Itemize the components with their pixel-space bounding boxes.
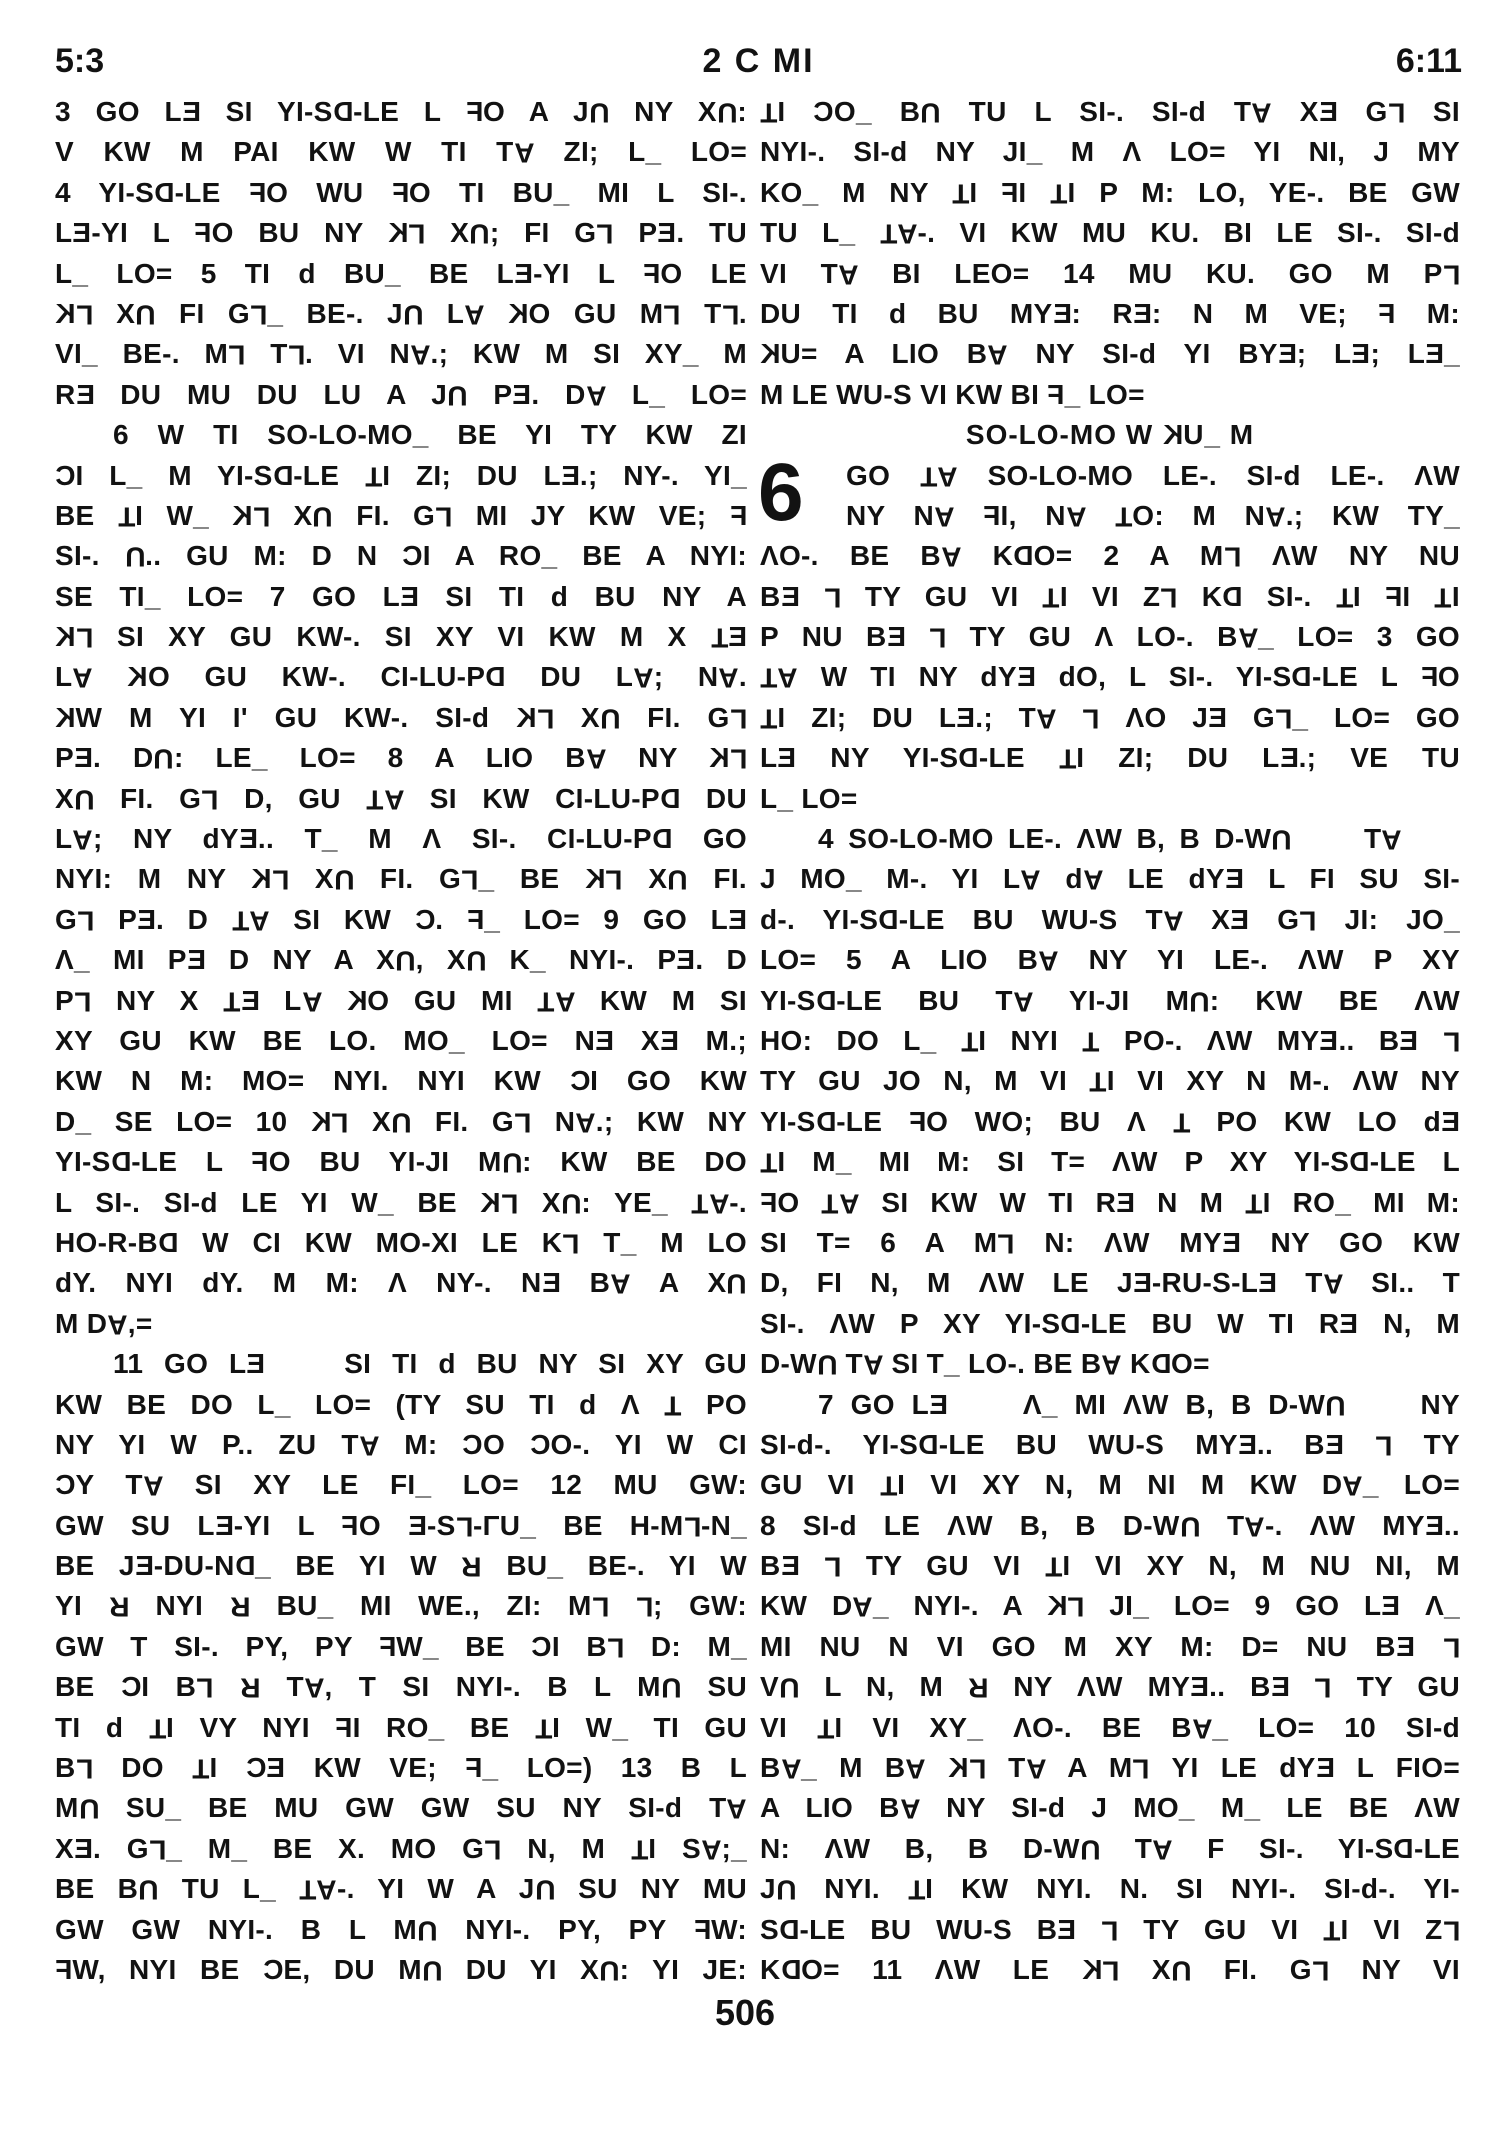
text-line: 7 GO LE Λ_ MI ΛW B, B D-WU NY xyxy=(818,1388,1460,1421)
text-column-right-lines xyxy=(760,92,1460,1990)
text-line: TI CO_ BU TU L SI-. SI-d TA XE GL SI xyxy=(760,96,1460,129)
text-line: LA; NY dYE.. T_ M Λ SI-. CI-LU-PD GO xyxy=(55,823,747,856)
text-line: YI-SD-LE L FO BU YI-JI MU: KW BE DO xyxy=(55,1146,747,1179)
text-line: KW N M: MO= NYI. NYI KW CI GO KW xyxy=(55,1065,747,1097)
text-line: KW M YI I' GU KW-. SI-d KL XU FI. GL xyxy=(55,701,747,735)
text-line: XY GU KW BE LO. MO_ LO= NE XE M.; xyxy=(55,1024,747,1056)
chapter-dropcap-numeral: 6 xyxy=(758,447,804,538)
text-line: 4 YI-SD-LE FO WU FO TI BU_ MI L SI-. xyxy=(55,176,747,208)
text-line: TI d TI VY NYI FI RO_ BE TI W_ TI GU xyxy=(55,1711,747,1745)
text-line: 4 SO-LO-MO LE-. ΛW B, B D-WU TA xyxy=(818,823,1402,856)
text-line: KO_ M NY TI FI TI P M: LO, YE-. BE GW xyxy=(760,176,1460,210)
text-line: 3 GO LE SI YI-SD-LE L FO A JU NY XU: xyxy=(55,96,747,129)
text-line: BE JE-DU-ND_ BE YI W R BU_ BE-. YI W xyxy=(55,1550,747,1583)
text-line: V KW M PAI KW W TI TA ZI; L_ LO= xyxy=(55,136,747,169)
text-line: MI NU N VI GO M XY M: D= NU BE L xyxy=(760,1630,1460,1664)
text-line: KL SI XY GU KW-. SI XY VI KW M X TE xyxy=(55,621,747,654)
text-line: VI TA BI LEO= 14 MU KU. GO M PL xyxy=(760,257,1460,290)
text-line: KU= A LIO BA NY SI-d YI BYE; LE; LE_ xyxy=(760,338,1460,371)
text-line: M LE WU-S VI KW BI F_ LO= xyxy=(760,378,1145,410)
text-line: GL PE. D TA SI KW C. F_ LO= 9 GO LE xyxy=(55,903,747,937)
text-line: GU VI TI VI XY N, M NI M KW DA_ LO= xyxy=(760,1469,1460,1502)
text-line: KL XU FI GL_ BE-. JU LA KO GU ML TL. xyxy=(55,297,747,331)
text-line: YI-SD-LE BU TA YI-JI MU: KW BE ΛW xyxy=(760,984,1460,1017)
text-line: LE NY YI-SD-LE TI ZI; DU LE.; VE TU xyxy=(760,742,1460,775)
text-line: BL DO TI CE KW VE; F_ LO=) 13 B L xyxy=(55,1752,747,1785)
text-line: P NU BE L TY GU Λ LO-. BA_ LO= 3 GO xyxy=(760,621,1460,654)
text-line: XE. GL_ M_ BE X. MO GL N, M TI SA;_ xyxy=(55,1832,747,1866)
text-line: 11 GO LE SI TI d BU NY SI XY GU xyxy=(113,1348,747,1380)
text-line: HO: DO L_ TI NYI T PO-. ΛW MYE.. BE L xyxy=(760,1024,1460,1058)
text-line: D-WU TA SI T_ LO-. BE BA KDO= xyxy=(760,1348,1210,1381)
text-line: SI-. U.. GU M: D N CI A RO_ BE A NYI: xyxy=(55,540,747,573)
text-line: L_ LO= xyxy=(760,782,858,814)
text-line: D_ SE LO= 10 KL XU FI. GL NA.; KW NY xyxy=(55,1105,747,1139)
text-line: XU FI. GL D, GU TA SI KW CI-LU-PD DU xyxy=(55,782,747,816)
text-line: PE. DU: LE_ LO= 8 A LIO BA NY KL xyxy=(55,742,747,775)
text-line: LA KO GU KW-. CI-LU-PD DU LA; NA. xyxy=(55,661,747,694)
text-line: PL NY X TE LA KO GU MI TA KW M SI xyxy=(55,984,747,1017)
text-line: VI TI VI XY_ ΛO-. BE BA_ LO= 10 SI-d xyxy=(760,1711,1460,1745)
page-header xyxy=(55,42,1462,82)
text-line: NYI: M NY KL XU FI. GL_ BE KL XU FI. xyxy=(55,863,747,896)
text-line: VU L N, M R NY ΛW MYE.. BE L TY GU xyxy=(760,1671,1460,1704)
text-line: CY TA SI XY LE FI_ LO= 12 MU GW: xyxy=(55,1469,747,1502)
text-line: HO-R-BD W CI KW MO-XI LE KL T_ M LO xyxy=(55,1226,747,1260)
text-line: NYI-. SI-d NY JI_ M Λ LO= YI NI, J MY xyxy=(760,136,1460,168)
text-line: TI M_ MI M: SI T= ΛW P XY YI-SD-LE L xyxy=(760,1146,1460,1179)
text-line: MU SU_ BE MU GW GW SU NY SI-d TA xyxy=(55,1792,747,1825)
text-line: FW, NYI BE CE, DU MU DU YI XU: YI JE: xyxy=(55,1953,747,1987)
text-line: L_ LO= 5 TI d BU_ BE LE-YI L FO LE xyxy=(55,257,747,289)
text-line: d-. YI-SD-LE BU WU-S TA XE GL JI: JO_ xyxy=(760,903,1460,937)
text-line: J MO_ M-. YI LA dA LE dYE L FI SU SI- xyxy=(760,863,1460,896)
text-column-left xyxy=(55,92,747,1990)
text-line: BE BU TU L_ TA-. YI W A JU SU NY MU xyxy=(55,1873,747,1906)
text-line: SI-d-. YI-SD-LE BU WU-S MYE.. BE L TY xyxy=(760,1428,1460,1462)
text-line: SE TI_ LO= 7 GO LE SI TI d BU NY A xyxy=(55,580,747,612)
text-line: LO= 5 A LIO BA NY YI LE-. ΛW P XY xyxy=(760,944,1460,977)
text-line: N: ΛW B, B D-WU TA F SI-. YI-SD-LE xyxy=(760,1832,1460,1866)
text-line: TA W TI NY dYE dO, L SI-. YI-SD-LE L FO xyxy=(760,661,1460,694)
text-line: YI-SD-LE FO WO; BU Λ T PO KW LO dE xyxy=(760,1105,1460,1139)
text-line: NY NA FI, NA TO: M NA.; KW TY_ xyxy=(846,499,1460,533)
text-line: TU L_ TA-. VI KW MU KU. BI LE SI-. SI-d xyxy=(760,217,1460,250)
text-line: M DA,= xyxy=(55,1307,153,1341)
text-line: DU TI d BU MYE: RE: N M VE; F M: xyxy=(760,297,1460,329)
text-line: 8 SI-d LE ΛW B, B D-WU TA-. ΛW MYE.. xyxy=(760,1509,1460,1543)
text-line: KDO= 11 ΛW LE KL XU FI. GL NY VI xyxy=(760,1953,1460,1987)
text-line: ΛO-. BE BA KDO= 2 A ML ΛW NY NU xyxy=(760,540,1460,573)
text-line: BA_ M BA KL TA A ML YI LE dYE L FIO= xyxy=(760,1752,1460,1785)
text-line: dY. NYI dY. M M: Λ NY-. NE BA A XU xyxy=(55,1267,747,1300)
page-title: 2 C MI xyxy=(702,42,815,80)
text-line: GW T SI-. PY, PY FW_ BE CI BL D: M_ xyxy=(55,1630,747,1664)
text-line: LE-YI L FO BU NY KL XU; FI GL PE. TU xyxy=(55,217,747,250)
text-line: NY YI W P.. ZU TA M: CO CO-. YI W CI xyxy=(55,1428,747,1462)
text-line: BE CI BL R TA, T SI NYI-. B L MU SU xyxy=(55,1671,747,1704)
text-line: TI ZI; DU LE.; TA L ΛO JE GL_ LO= GO xyxy=(760,701,1460,735)
text-line: SI T= 6 A ML N: ΛW MYE NY GO KW xyxy=(760,1226,1460,1260)
text-line: SD-LE BU WU-S BE L TY GU VI TI VI ZL xyxy=(760,1913,1460,1946)
text-line: GW SU LE-YI L FO E-SL-ΓU_ BE H-ML-N_ xyxy=(55,1509,747,1543)
text-line: BE L TY GU VI TI VI ZL KD SI-. TI FI TI xyxy=(760,580,1460,614)
text-line: A LIO BA NY SI-d J MO_ M_ LE BE ΛW xyxy=(760,1792,1460,1825)
text-line: RE DU MU DU LU A JU PE. DA L_ LO= xyxy=(55,378,747,412)
text-line: 6 W TI SO-LO-MO_ BE YI TY KW ZI xyxy=(113,419,747,451)
text-line: TY GU JO N, M VI TI VI XY N M-. ΛW NY xyxy=(760,1065,1460,1098)
text-line: FO TA SI KW W TI RE N M TI RO_ MI M: xyxy=(760,1186,1460,1219)
text-line: BE L TY GU VI TI VI XY N, M NU NI, M xyxy=(760,1550,1460,1583)
header-verse-ref-right: 6:11 xyxy=(1395,42,1462,80)
text-line: GW GW NYI-. B L MU NYI-. PY, PY FW: xyxy=(55,1913,747,1946)
page-number: 506 xyxy=(714,1992,776,2033)
text-line: KW BE DO L_ LO= (TY SU TI d Λ T PO xyxy=(55,1388,747,1421)
text-line: VI_ BE-. ML TL. VI NA.; KW M SI XY_ M xyxy=(55,338,747,371)
text-line: CI L_ M YI-SD-LE TI ZI; DU LE.; NY-. YI_ xyxy=(55,459,747,492)
text-line: Λ_ MI PE D NY A XU, XU K_ NYI-. PE. D xyxy=(55,944,747,977)
text-line: D, FI N, M ΛW LE JE-RU-S-LE TA SI.. T xyxy=(760,1267,1460,1300)
text-line: SO-LO-MO W KU_ M xyxy=(965,419,1255,451)
text-line: JU NYI. TI KW NYI. N. SI NYI-. SI-d-. YI- xyxy=(760,1873,1460,1906)
text-line: SI-. ΛW P XY YI-SD-LE BU W TI RE N, M xyxy=(760,1307,1460,1339)
text-line: GO TA SO-LO-MO LE-. SI-d LE-. ΛW xyxy=(846,459,1460,492)
text-line: KW DA_ NYI-. A KL JI_ LO= 9 GO LE Λ_ xyxy=(760,1590,1460,1623)
text-line: L SI-. SI-d LE YI W_ BE KL XU: YE_ TA-. xyxy=(55,1186,747,1219)
text-line: BE TI W_ KL XU FI. GL MI JY KW VE; F xyxy=(55,499,747,533)
header-verse-ref-left: 5:3 xyxy=(55,42,105,80)
text-line: YI R NYI R BU_ MI WE., ZI: ML L; GW: xyxy=(55,1590,747,1623)
text-column-right xyxy=(760,92,1460,1990)
